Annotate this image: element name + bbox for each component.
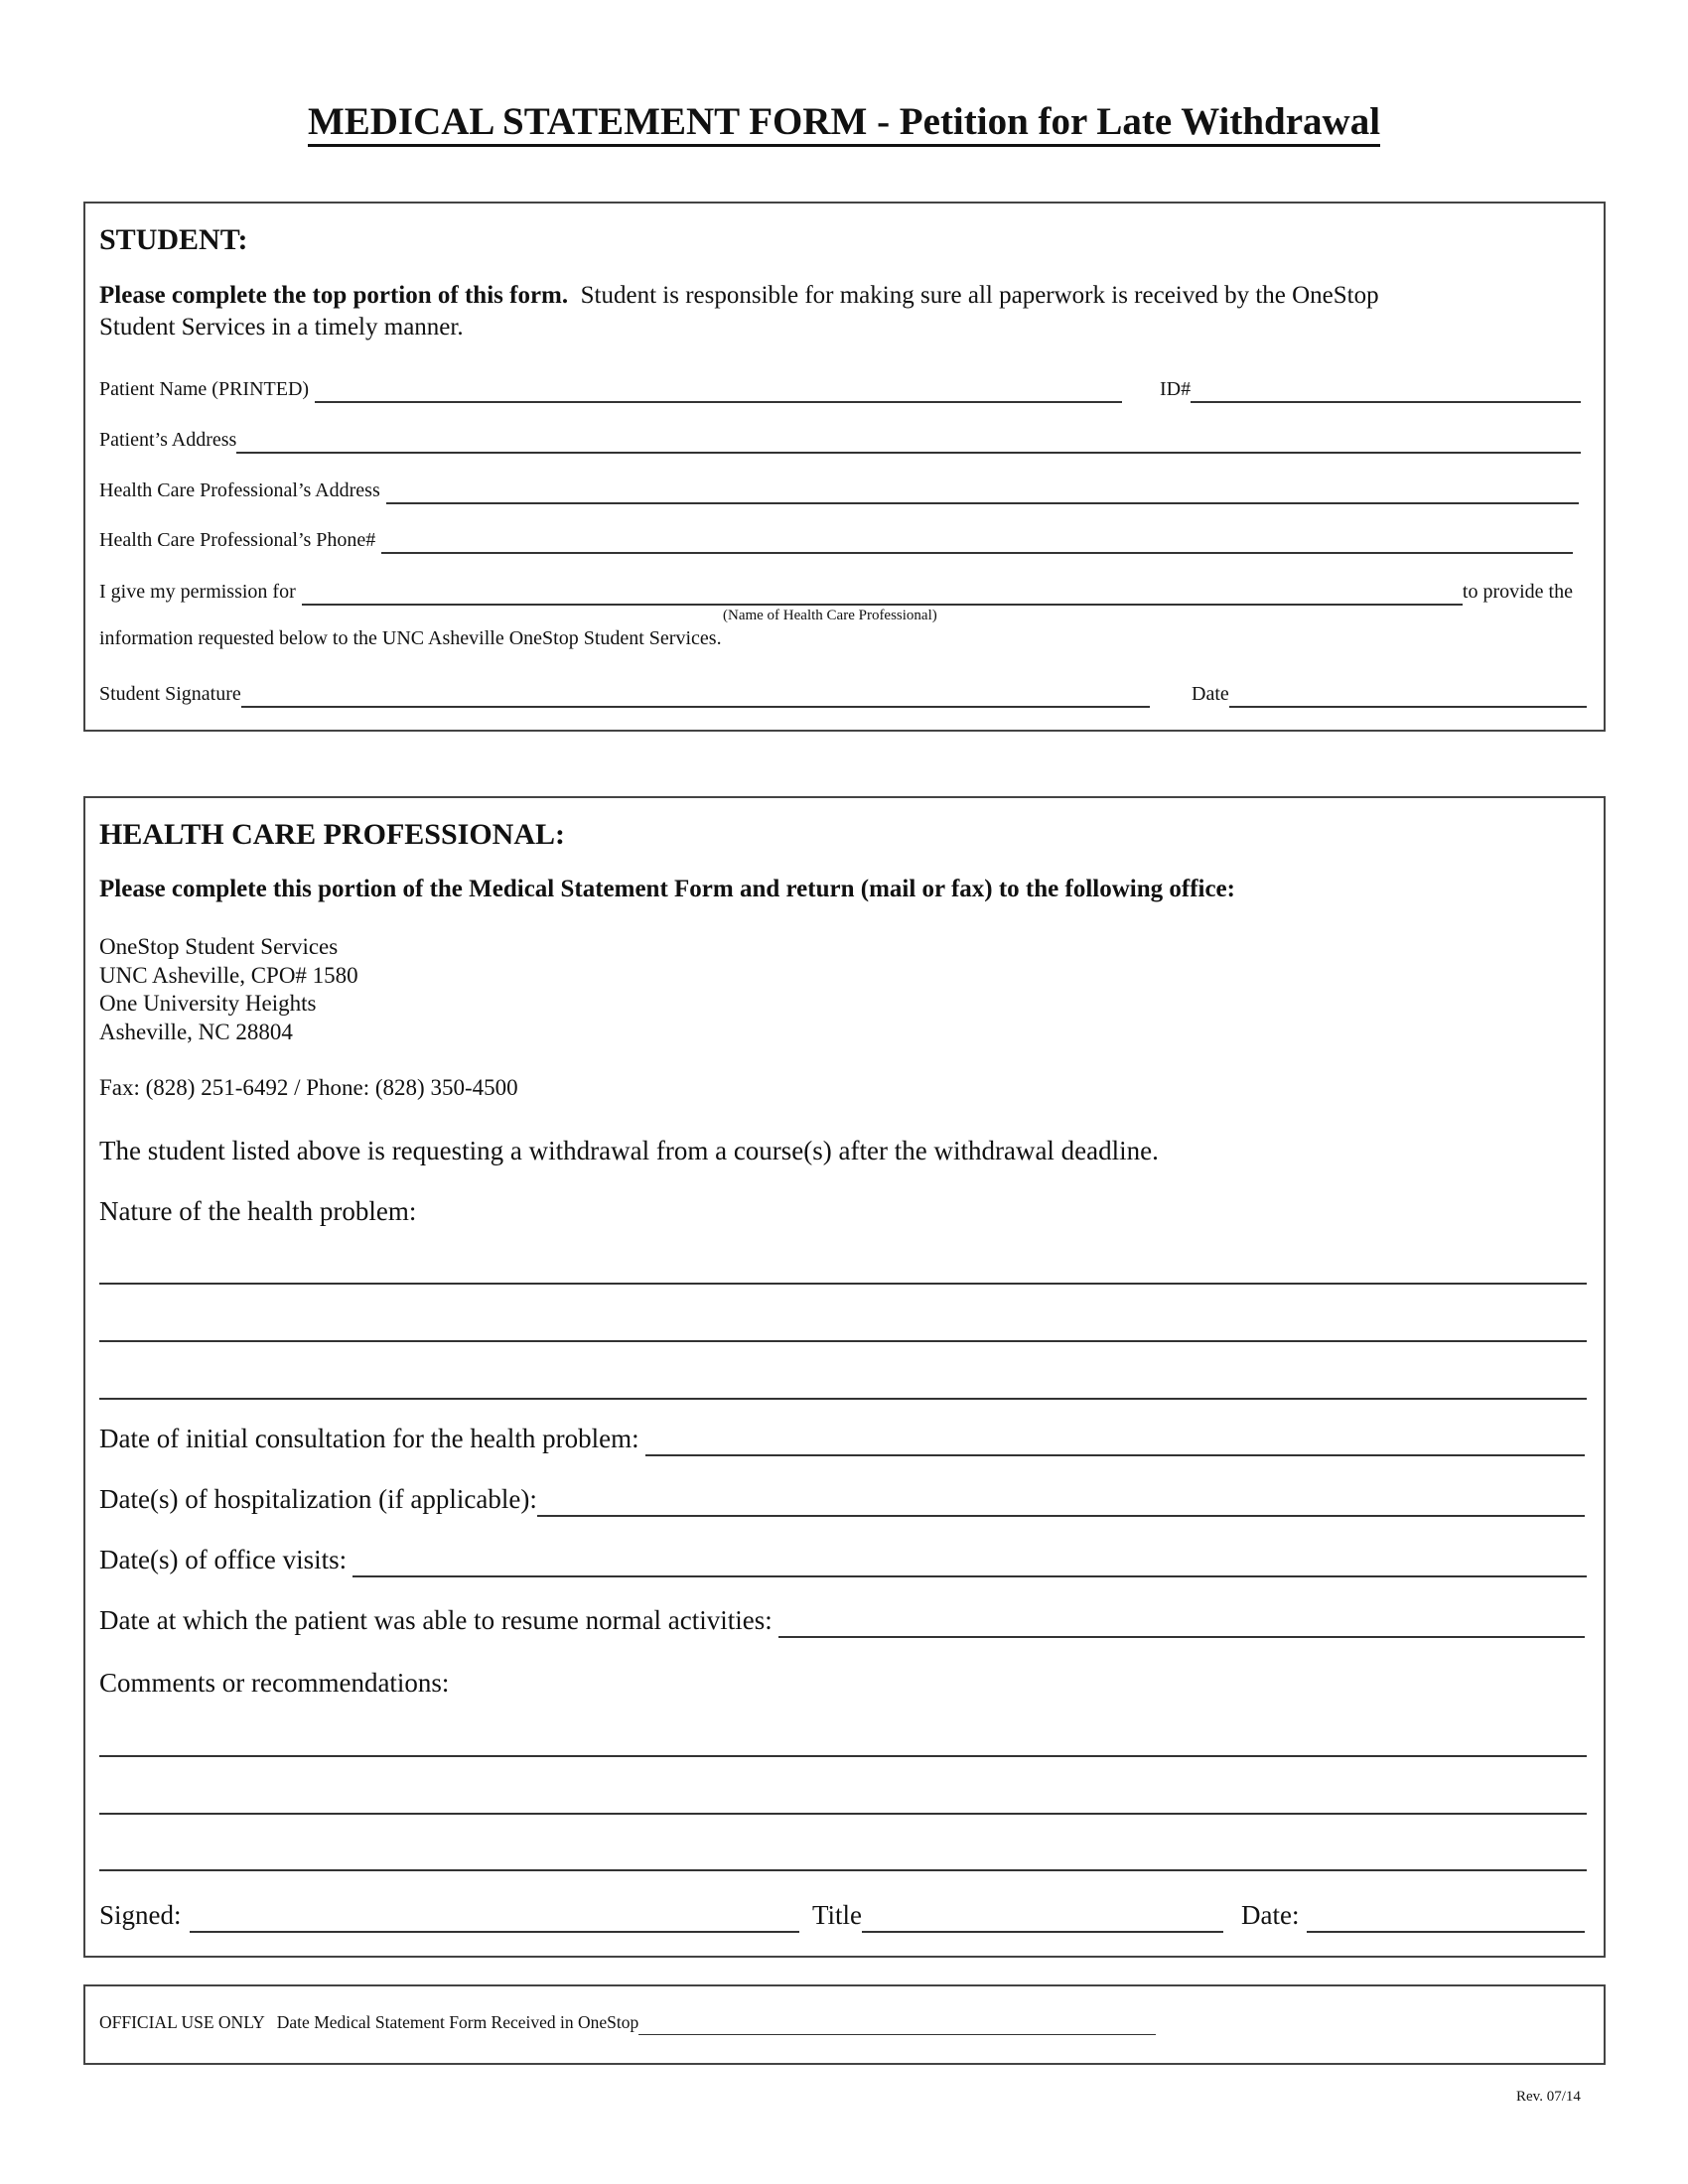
student-signature-label: Student Signature [99, 683, 241, 705]
hcp-heading: HEALTH CARE PROFESSIONAL: [99, 818, 565, 851]
hcp-address-input[interactable] [388, 478, 1577, 502]
comments-line-2[interactable] [99, 1783, 1587, 1815]
student-date-input[interactable] [1231, 682, 1585, 706]
withdrawal-statement: The student listed above is requesting a withdrawal from a course(s) after the withdrawal deadline. [99, 1136, 1159, 1165]
permission-row [99, 581, 1573, 609]
student-instruction [99, 282, 1379, 310]
official-use-row [99, 2012, 1156, 2038]
comments-line-1[interactable] [99, 1725, 1587, 1757]
hospitalization-input[interactable] [539, 1491, 1583, 1515]
hospitalization-row [99, 1484, 1585, 1520]
id-row [1160, 378, 1581, 406]
student-instruction-rest: Student is responsible for making sure all paperwork is received by the OneStop [580, 282, 1379, 309]
office-visits-input[interactable] [354, 1552, 1585, 1575]
hcp-date-row [1241, 1900, 1585, 1936]
resume-activities-row [99, 1605, 1585, 1641]
patient-address-label: Patient’s Address [99, 429, 237, 451]
patient-name-row [99, 378, 1122, 406]
title-row [812, 1900, 1223, 1936]
permission-prefix: I give my permission for [99, 581, 296, 603]
student-instruction-bold: Please complete the top portion of this form. [99, 282, 569, 309]
official-use-label: OFFICIAL USE ONLY [99, 2012, 265, 2032]
hcp-date-input[interactable] [1309, 1907, 1583, 1931]
address-line: One University Heights [99, 991, 317, 1016]
nature-line-3[interactable] [99, 1368, 1587, 1400]
office-contact: Fax: (828) 251-6492 / Phone: (828) 350-4500 [99, 1075, 518, 1100]
patient-name-input[interactable] [317, 377, 1120, 401]
office-visits-label: Date(s) of office visits: [99, 1545, 348, 1574]
id-input[interactable] [1193, 377, 1579, 401]
comments-label: Comments or recommendations: [99, 1668, 450, 1698]
permission-line2: information requested below to the UNC Asheville OneStop Student Services. [99, 627, 722, 649]
address-line: OneStop Student Services [99, 934, 339, 959]
id-label: ID# [1160, 378, 1192, 400]
patient-name-label: Patient Name (PRINTED) [99, 378, 310, 400]
student-date-row [1192, 683, 1587, 711]
student-instruction-line2: Student Services in a timely manner. [99, 314, 464, 341]
title-label: Title [812, 1900, 863, 1930]
nature-line-1[interactable] [99, 1253, 1587, 1285]
received-date-label: Date Medical Statement Form Received in OneStop [276, 2012, 639, 2032]
student-heading: STUDENT: [99, 223, 248, 256]
signed-label: Signed: [99, 1900, 182, 1930]
student-signature-row [99, 683, 1150, 711]
hcp-name-caption: (Name of Health Care Professional) [723, 608, 937, 623]
address-line: UNC Asheville, CPO# 1580 [99, 962, 358, 988]
resume-activities-label: Date at which the patient was able to resume normal activities: [99, 1605, 773, 1635]
hcp-instruction: Please complete this portion of the Medical Statement Form and return (mail or fax) to the following office: [99, 876, 1235, 902]
hospitalization-label: Date(s) of hospitalization (if applicable): [99, 1484, 537, 1514]
nature-line-2[interactable] [99, 1310, 1587, 1342]
patient-address-row [99, 429, 1581, 457]
initial-consultation-label: Date of initial consultation for the health problem: [99, 1424, 639, 1453]
office-visits-row [99, 1545, 1587, 1580]
signed-row [99, 1900, 799, 1936]
permission-suffix: to provide the [1462, 581, 1573, 603]
hcp-phone-label: Health Care Professional’s Phone# [99, 529, 376, 551]
address-line: Asheville, NC 28804 [99, 1019, 293, 1044]
student-date-label: Date [1192, 683, 1229, 705]
signed-input[interactable] [192, 1907, 797, 1931]
initial-consultation-row [99, 1424, 1585, 1459]
form-title [0, 99, 1688, 144]
title-input[interactable] [864, 1907, 1221, 1931]
hcp-address-row [99, 479, 1579, 507]
patient-address-input[interactable] [238, 428, 1579, 452]
hcp-phone-row [99, 529, 1573, 557]
form-title-text: MEDICAL STATEMENT FORM - Petition for Late Withdrawal [308, 100, 1380, 147]
hcp-address-label: Health Care Professional’s Address [99, 479, 380, 501]
hcp-date-label: Date: [1241, 1900, 1300, 1930]
received-date-input[interactable] [640, 2009, 1154, 2033]
resume-activities-input[interactable] [780, 1612, 1583, 1636]
office-address [99, 933, 358, 1046]
comments-line-3[interactable] [99, 1840, 1587, 1871]
revision-label: Rev. 07/14 [1516, 2089, 1581, 2105]
hcp-name-input[interactable] [304, 580, 1461, 604]
hcp-phone-input[interactable] [383, 528, 1571, 552]
initial-consultation-input[interactable] [647, 1431, 1583, 1454]
nature-label: Nature of the health problem: [99, 1196, 417, 1226]
student-signature-input[interactable] [243, 682, 1148, 706]
